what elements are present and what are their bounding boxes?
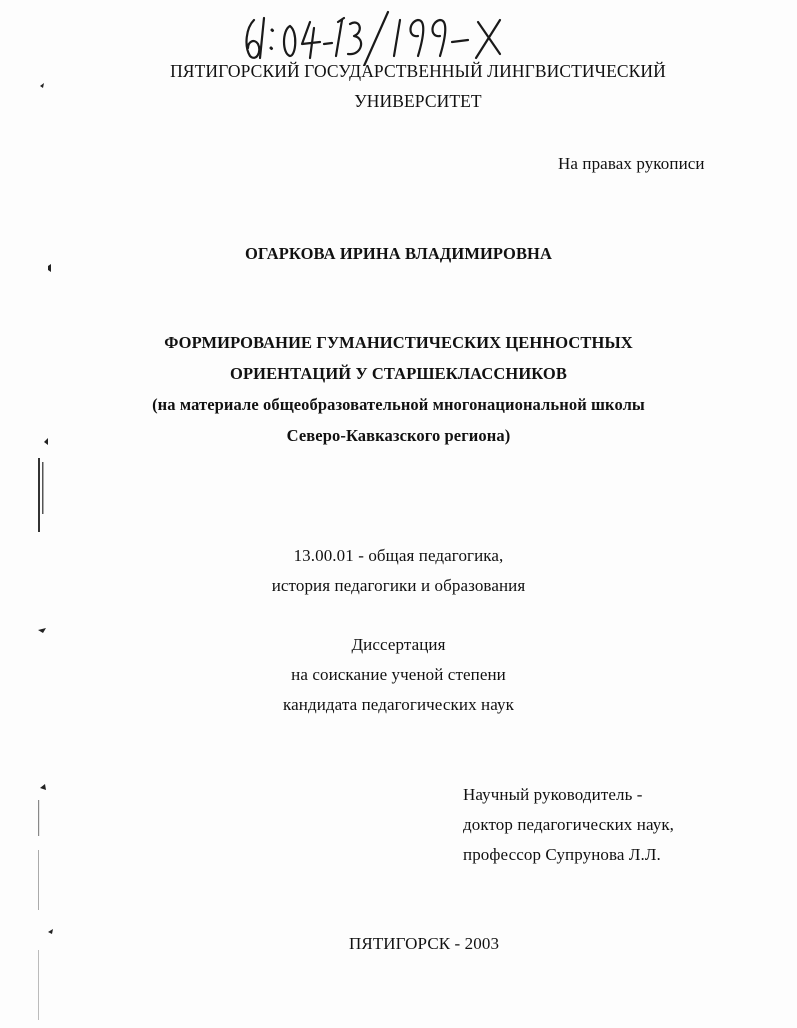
author-name: ОГАРКОВА ИРИНА ВЛАДИМИРОВНА — [245, 244, 552, 263]
scan-margin-marks — [0, 0, 60, 1028]
university-name-line2: УНИВЕРСИТЕТ — [354, 91, 482, 111]
title-line3: (на материале общеобразовательной многонациональной школы — [152, 395, 645, 414]
supervisor-name: профессор Супрунова Л.Л. — [463, 845, 661, 864]
city-year: ПЯТИГОРСК - 2003 — [349, 934, 500, 953]
specialty-name: история педагогики и образования — [271, 576, 526, 595]
dissertation-label: Диссертация — [351, 635, 446, 654]
supervisor-degree: доктор педагогических наук, — [463, 815, 675, 834]
university-name-line1: ПЯТИГОРСКИЙ ГОСУДАРСТВЕННЫЙ ЛИНГВИСТИЧЕСКИЙ — [170, 61, 666, 81]
title-line2: ОРИЕНТАЦИЙ У СТАРШЕКЛАССНИКОВ — [230, 364, 567, 383]
title-line1: ФОРМИРОВАНИЕ ГУМАНИСТИЧЕСКИХ ЦЕННОСТНЫХ — [164, 333, 633, 352]
degree-purpose: на соискание ученой степени — [291, 665, 506, 684]
supervisor-label: Научный руководитель - — [463, 785, 643, 804]
specialty-code: 13.00.01 - общая педагогика, — [293, 546, 504, 565]
title-line4: Северо-Кавказского региона) — [286, 426, 511, 445]
degree-name: кандидата педагогических наук — [283, 695, 514, 714]
handwritten-archive-code — [238, 6, 528, 66]
manuscript-note: На правах рукописи — [558, 154, 705, 173]
